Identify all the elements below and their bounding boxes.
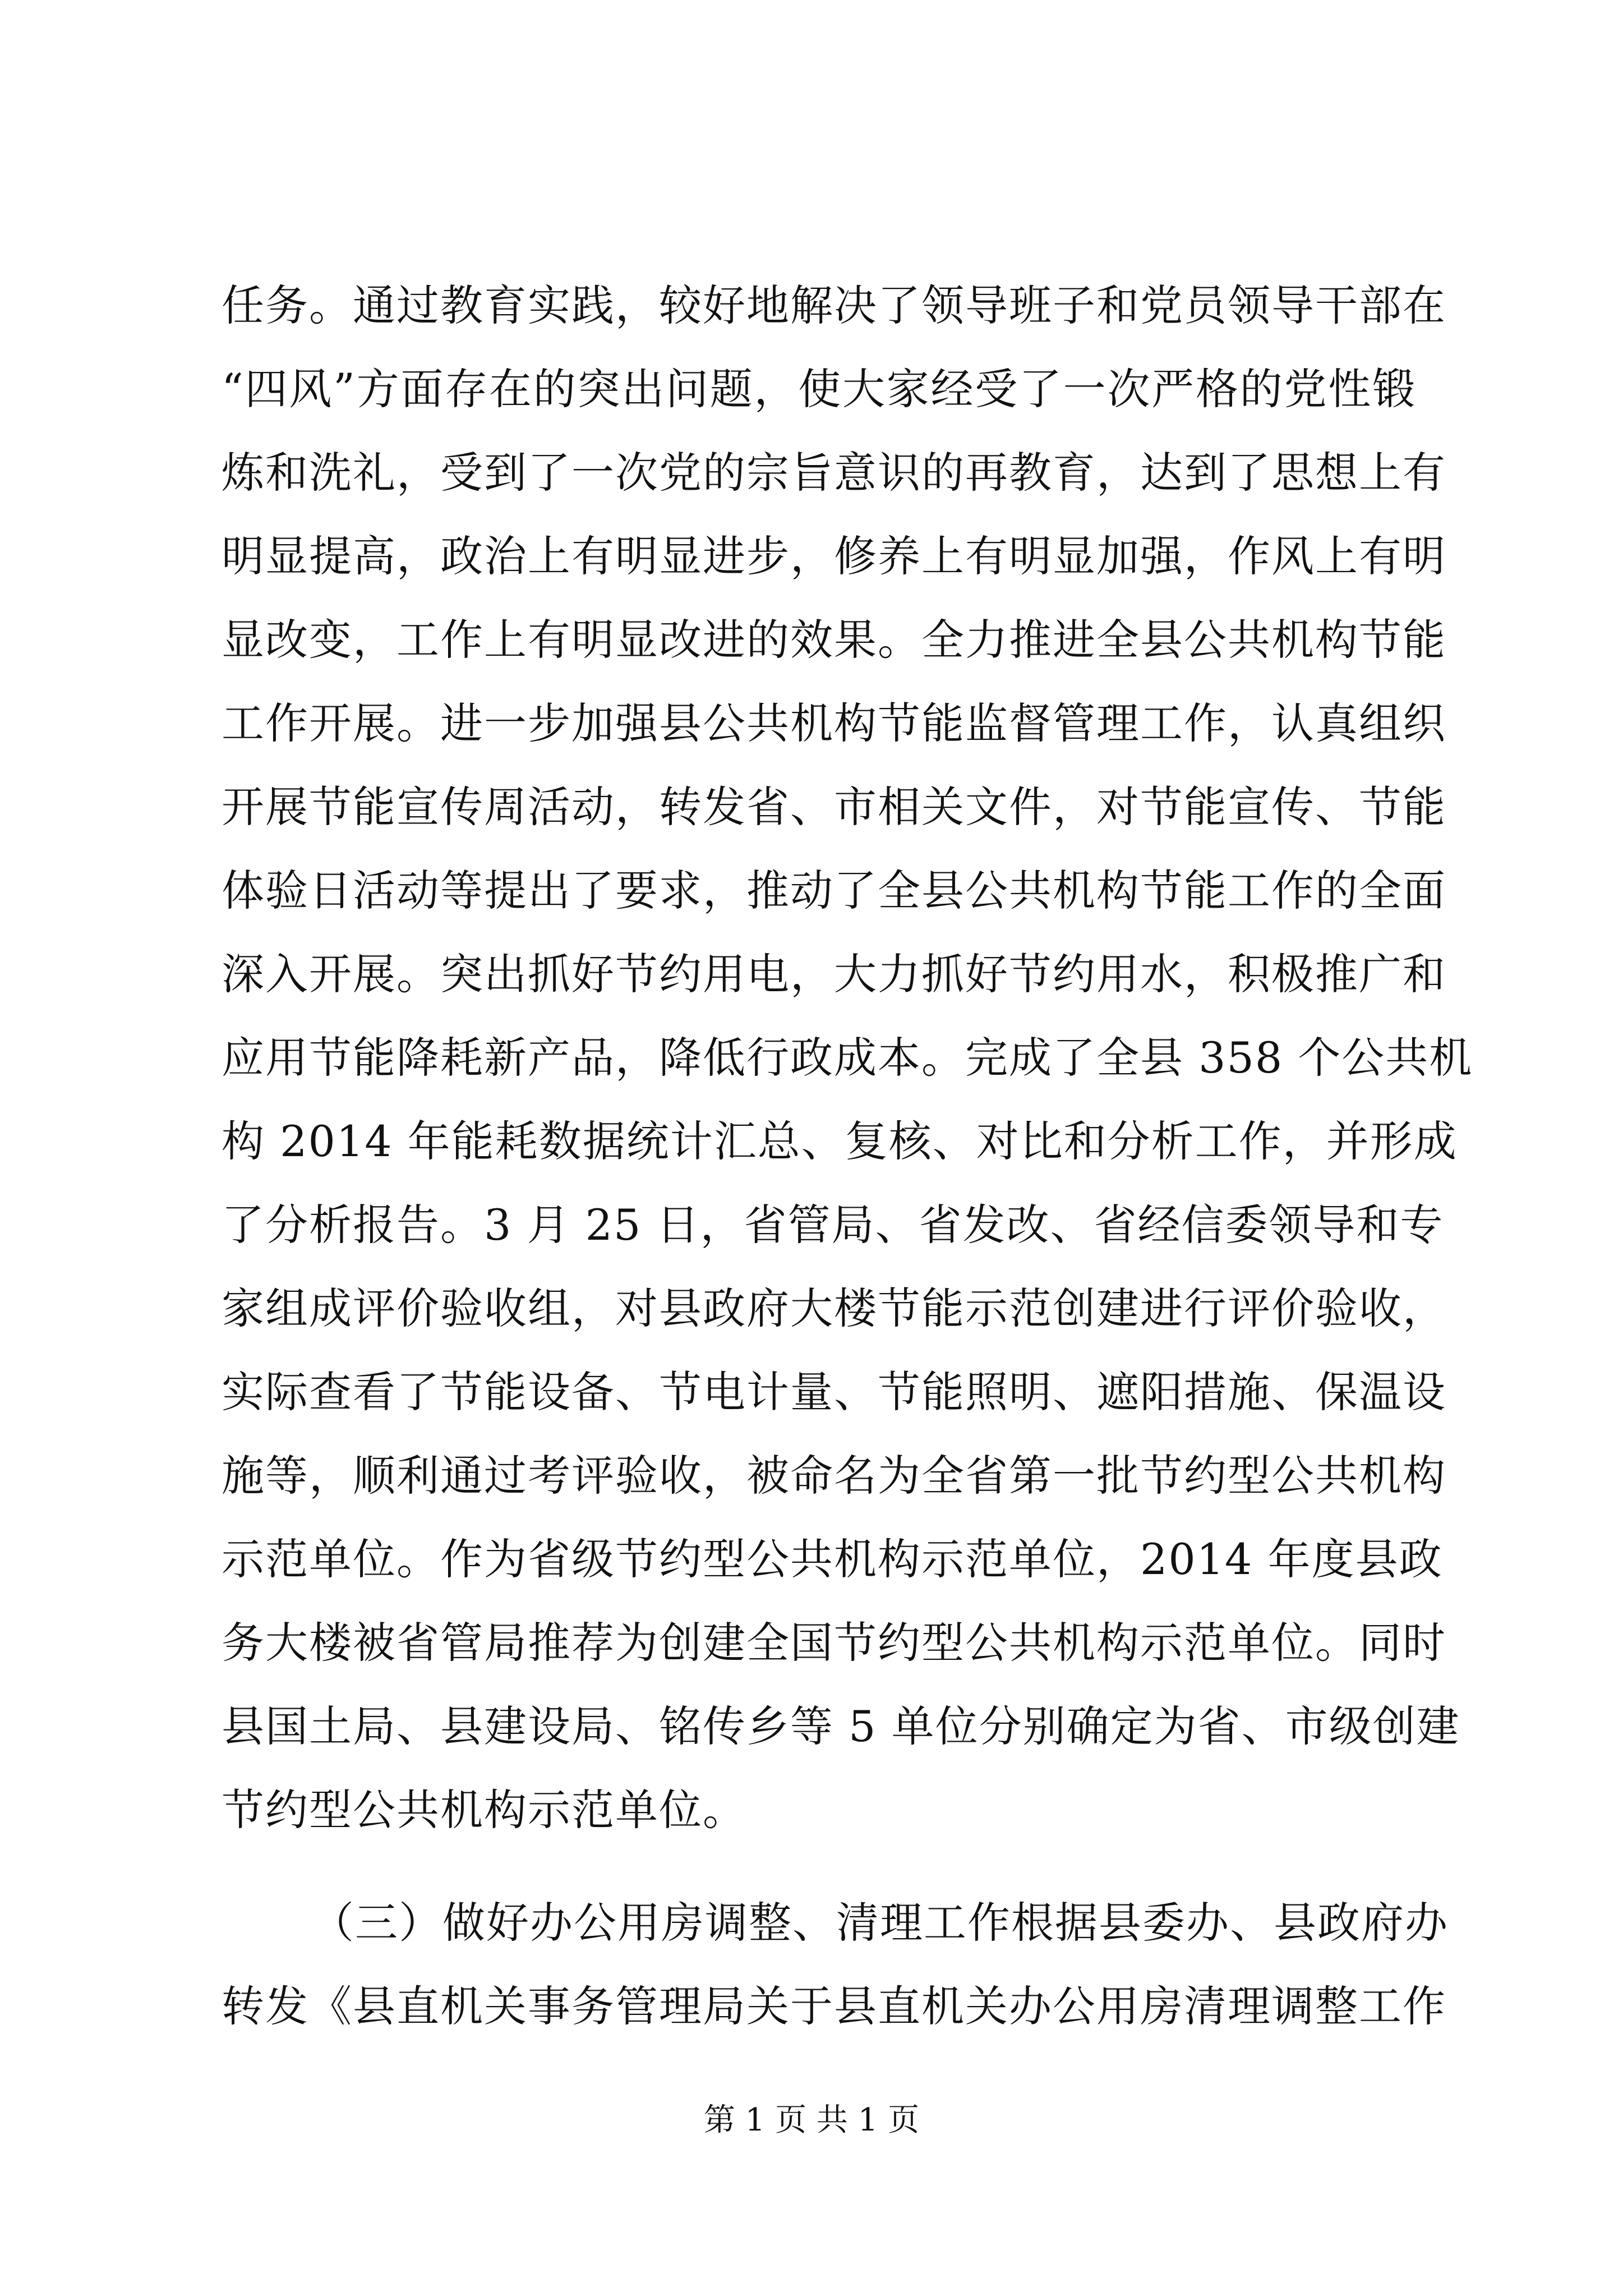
- text-line: 家组成评价验收组，对县政府大楼节能示范创建进行评价验收，: [222, 1283, 1446, 1333]
- text-line: 示范单位。作为省级节约型公共机构示范单位，2014 年度县政: [222, 1534, 1443, 1584]
- paragraph-2: [222, 1881, 1449, 2048]
- text-line: 明显提高，政治上有明显进步，修养上有明显加强，作风上有明: [222, 531, 1446, 581]
- text-line: 了分析报告。3 月 25 日，省管局、省发改、省经信委领导和专: [222, 1200, 1444, 1250]
- text-line: 实际查看了节能设备、节电计量、节能照明、遮阳措施、保温设: [222, 1367, 1446, 1417]
- text-line: 节约型公共机构示范单位。: [222, 1785, 746, 1835]
- paragraph-gap: [222, 1852, 1416, 1881]
- text-line: 务大楼被省管局推荐为创建全国节约型公共机构示范单位。同时: [222, 1618, 1446, 1668]
- text-line: 炼和洗礼，受到了一次党的宗旨意识的再教育，达到了思想上有: [222, 448, 1446, 498]
- text-line: 显改变，工作上有明显改进的效果。全力推进全县公共机构节能: [222, 615, 1446, 665]
- text-line: 工作开展。进一步加强县公共机构节能监督管理工作，认真组织: [222, 698, 1446, 748]
- text-line: （三）做好办公用房调整、清理工作根据县委办、县政府办: [311, 1898, 1449, 1948]
- text-line: 开展节能宣传周活动，转发省、市相关文件，对节能宣传、节能: [222, 782, 1446, 832]
- text-line: 转发《县直机关事务管理局关于县直机关办公用房清理调整工作: [222, 1981, 1446, 2031]
- text-line: 构 2014 年能耗数据统计汇总、复核、对比和分析工作，并形成: [222, 1116, 1458, 1166]
- text-line: 任务。通过教育实践，较好地解决了领导班子和党员领导干部在: [222, 280, 1446, 330]
- text-line: “四风”方面存在的突出问题，使大家经受了一次严格的党性锻: [222, 364, 1416, 414]
- text-line: 施等，顺利通过考评验收，被命名为全省第一批节约型公共机构: [222, 1451, 1446, 1501]
- document-body: [222, 264, 1473, 2048]
- text-line: 体验日活动等提出了要求，推动了全县公共机构节能工作的全面: [222, 866, 1446, 915]
- paragraph-1: [222, 264, 1473, 1852]
- text-line: 应用节能降耗新产品，降低行政成本。完成了全县 358 个公共机: [222, 1033, 1473, 1083]
- text-line: 深入开展。突出抓好节约用电，大力抓好节约用水，积极推广和: [222, 949, 1446, 999]
- page-number-footer: 第 1 页 共 1 页: [703, 2102, 920, 2138]
- text-line: 县国土局、县建设局、铭传乡等 5 单位分别确定为省、市级创建: [222, 1701, 1460, 1751]
